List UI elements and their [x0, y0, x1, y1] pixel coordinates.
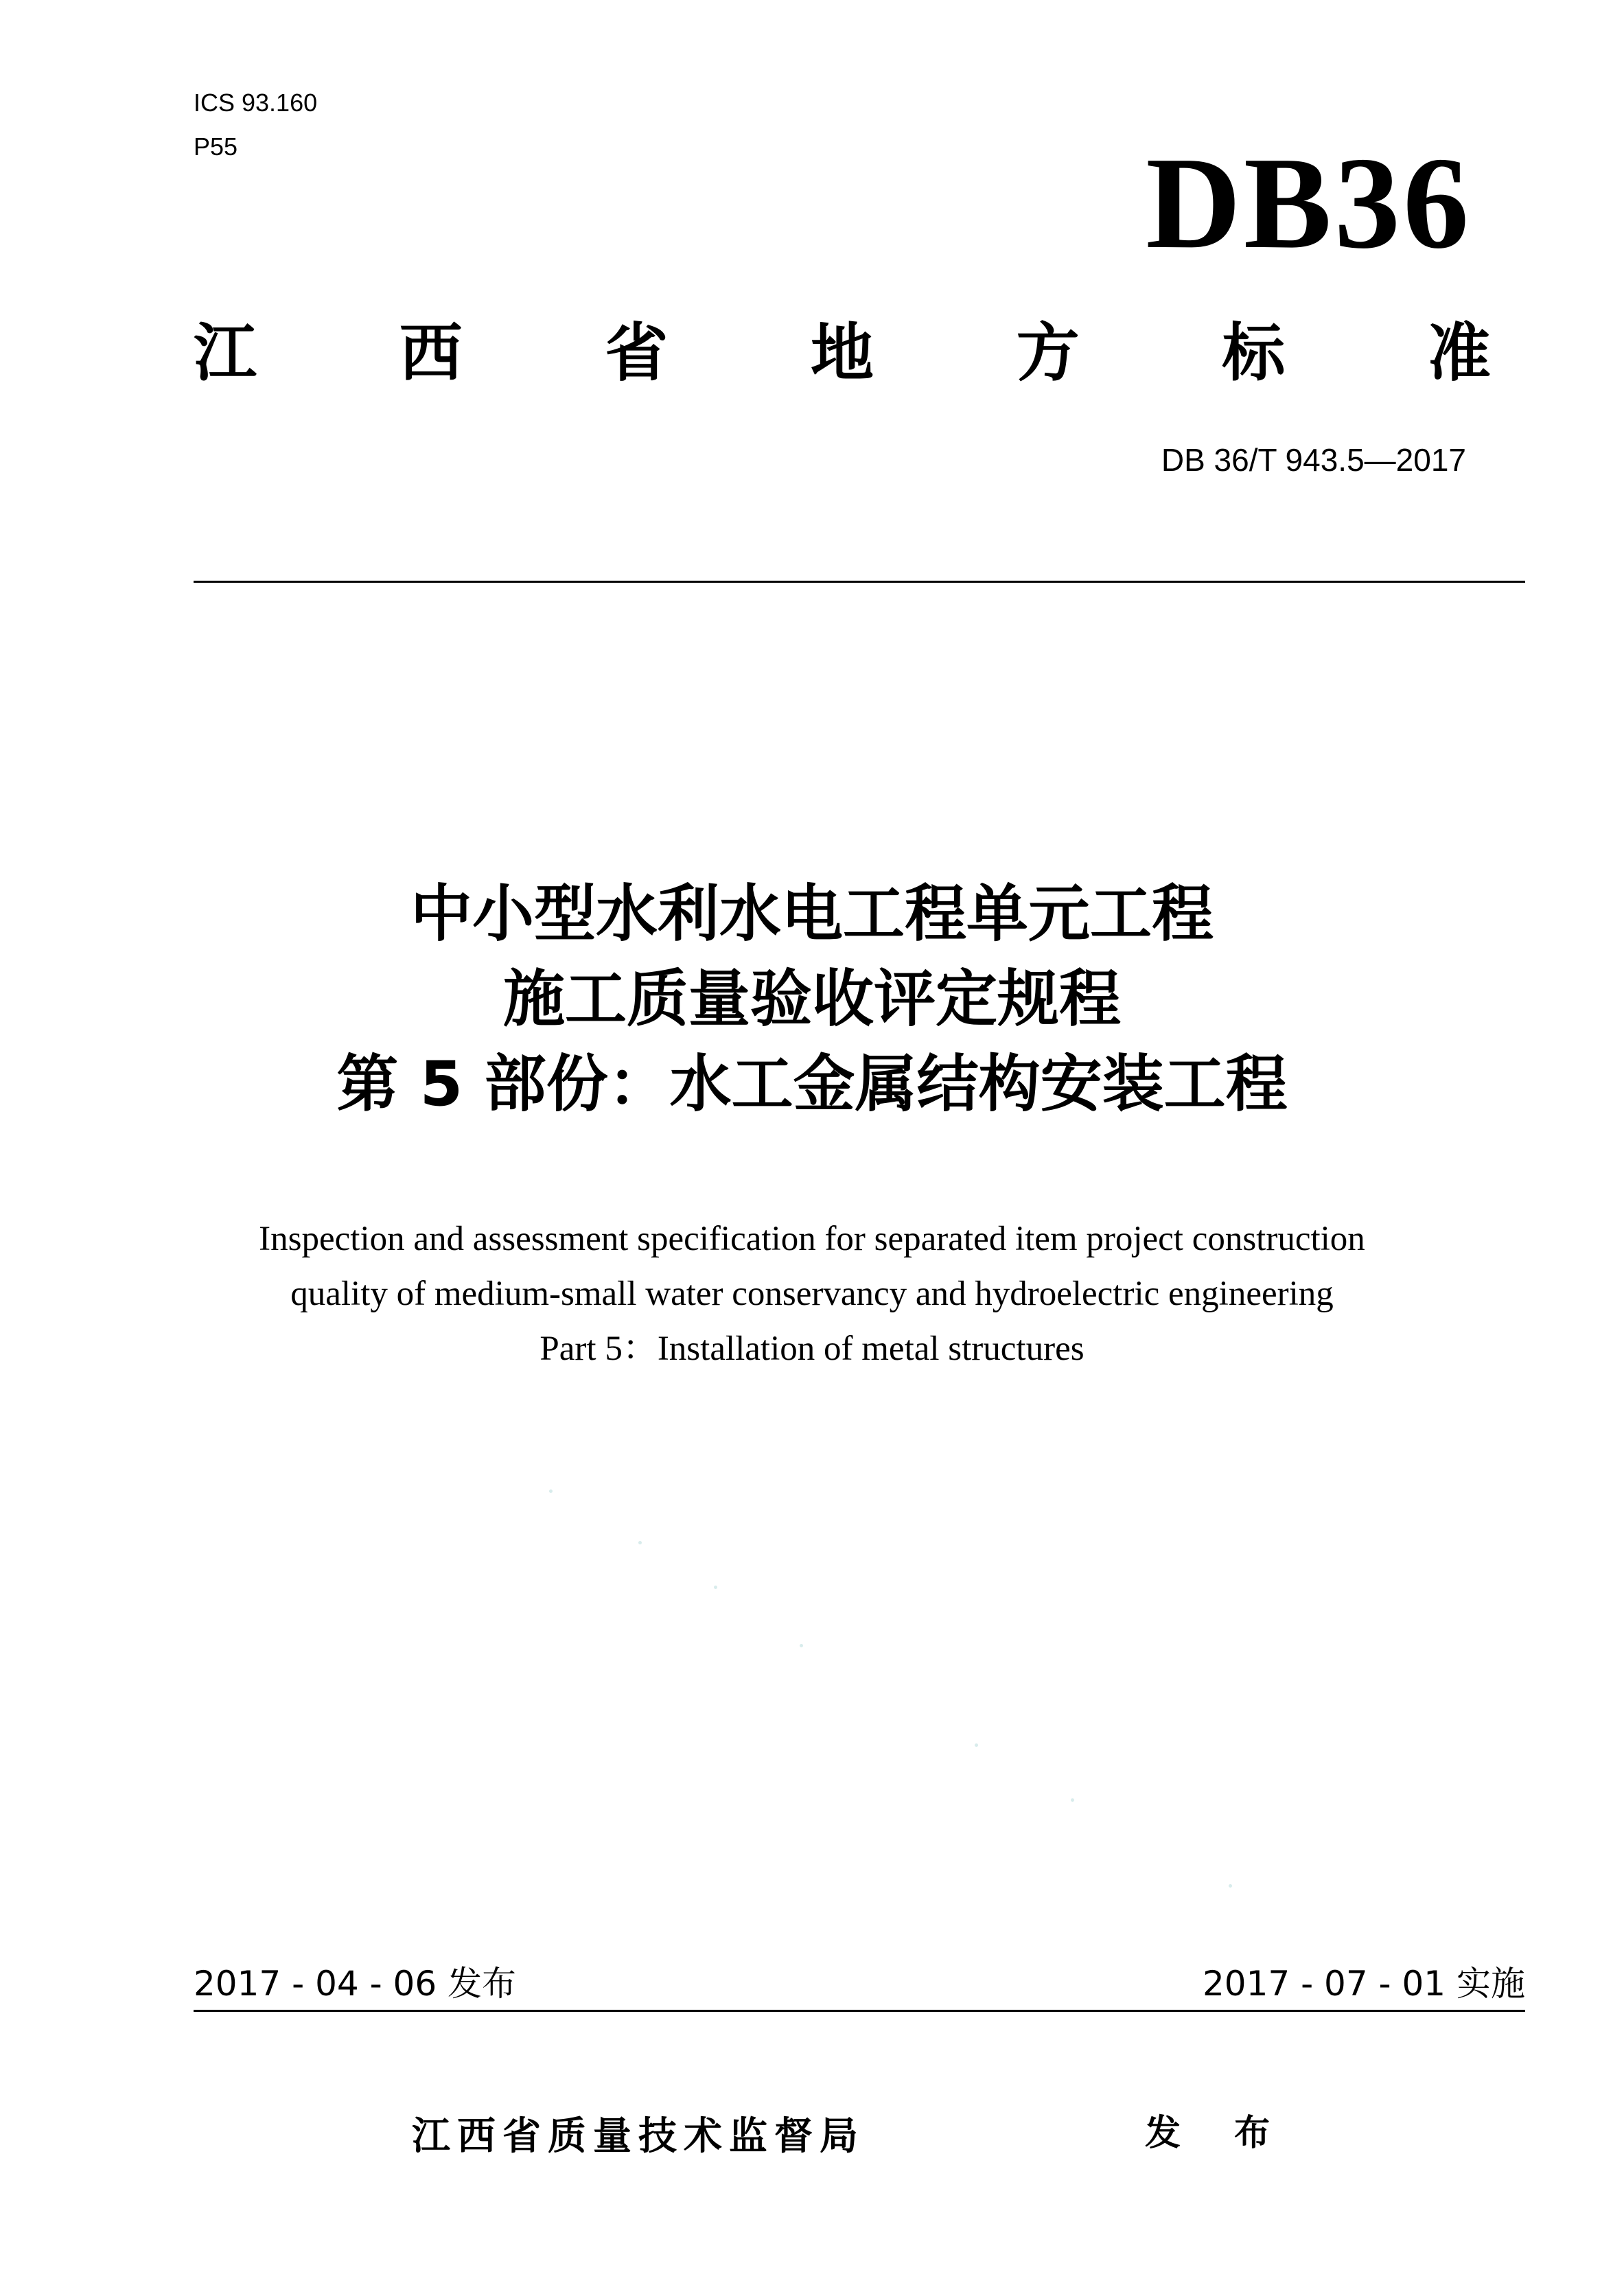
classification-codes [194, 81, 317, 169]
db36-logo: DB36 [1146, 130, 1472, 276]
english-title [0, 1211, 1624, 1376]
publisher-name: 江西省质量技术监督局 [412, 2114, 865, 2159]
scan-speckle [549, 1489, 553, 1493]
standard-number: DB 36/T 943.5—2017 [1161, 442, 1466, 478]
standard-type-heading [194, 312, 1491, 395]
scan-speckle [638, 1541, 642, 1544]
title-cn-line-2: 施工质量验收评定规程 [503, 963, 1121, 1035]
title-cn-line-3: 第 5 部份：水工金属结构安装工程 [336, 1048, 1288, 1120]
scan-speckle [800, 1644, 803, 1647]
title-en-line-2: quality of medium-small water conservancy and hydroelectric engineering [290, 1275, 1334, 1313]
issue-date: 2017 - 04 - 06 发布 [194, 1964, 517, 2004]
effective-date: 2017 - 07 - 01 实施 [1202, 1964, 1525, 2004]
ccs-code: P55 [194, 132, 238, 161]
bottom-divider [194, 2010, 1525, 2012]
heading-char: 西 [399, 316, 463, 390]
heading-char: 省 [605, 316, 669, 390]
title-en-line-3: Part 5：Installation of metal structures [540, 1330, 1084, 1368]
scan-speckle [1071, 1798, 1074, 1802]
scan-speckle [714, 1586, 717, 1589]
chinese-title [0, 872, 1624, 1127]
heading-char: 地 [810, 316, 874, 390]
title-en-line-1: Inspection and assessment specification for separated item project construction [259, 1220, 1365, 1258]
ics-code: ICS 93.160 [194, 89, 318, 117]
heading-char: 方 [1016, 316, 1080, 390]
scan-speckle [975, 1743, 978, 1747]
heading-char: 准 [1427, 316, 1491, 390]
heading-char: 江 [194, 316, 257, 390]
heading-char: 标 [1222, 316, 1286, 390]
publish-label: 发 布 [1145, 2113, 1291, 2154]
title-cn-line-1: 中小型水利水电工程单元工程 [410, 878, 1214, 950]
scan-speckle [1229, 1884, 1232, 1888]
top-divider [194, 581, 1525, 583]
